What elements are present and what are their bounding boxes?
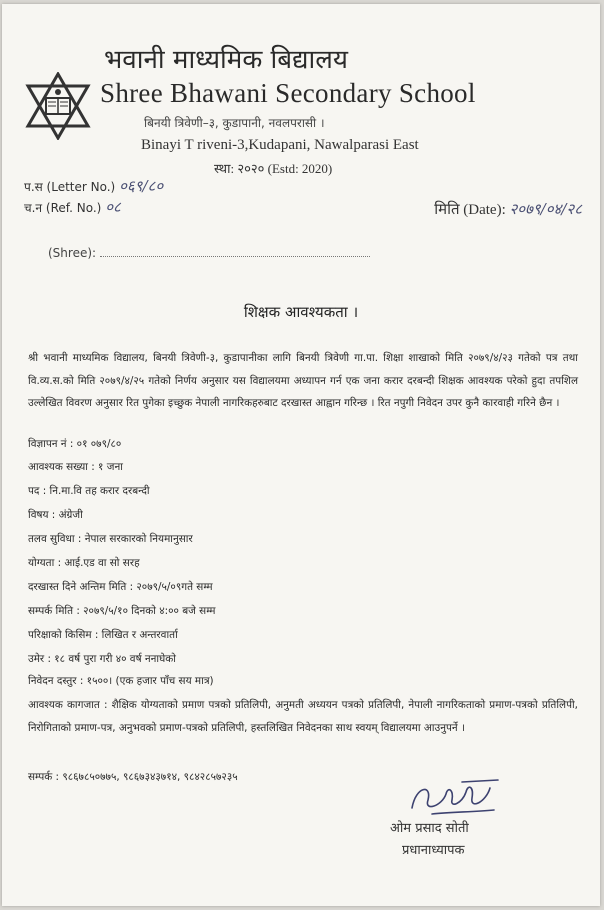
notice-body: श्री भवानी माध्यमिक विद्यालय, बिनयी त्रिवेणी-३, कुडापानीका लागि बिनयी त्रिवेणी गा.पा. शिक्षा शाखाको मिति २०७९/४/२३ गतेको पत्र तथा वि.व्य.स.को मिति २०७९/४/२५ गतेको निर्णय अनुसार यस विद्यालयमा अध्यापन गर्न एक जना करार दरबन्दी शिक्षक आवश्यक परेको हुदा तपशिल उल्लेखित विवरण अनुसार रित पुगेका इच्छुक नेपाली नागरिकहरुबाट दरखास्त आह्वान गरिन्छ । रित नपुगी निवेदन उपर कुनै कारवाही गरिने छैन । (28, 352, 578, 409)
notice-title: शिक्षक आवश्यकता । (243, 303, 359, 321)
signatory-name: ओम प्रसाद सोती (390, 821, 469, 836)
letter-no-value: ०६९/८० (119, 177, 164, 195)
ref-number (24, 197, 121, 217)
letter-number (24, 176, 163, 196)
detail-fee: निवेदन दस्तुर : १५००। (एक हजार पाँच सय मात्र) (28, 675, 214, 687)
detail-contact-date: सम्पर्क मिति : २०७९/५/१० दिनको ४:०० बजे सम्म (28, 605, 216, 617)
contact-numbers: सम्पर्क : ९८६७८५०७७५, ९८६७३४३७१४, ९८४२८५७२३५ (28, 771, 238, 783)
school-logo-icon (24, 72, 92, 140)
addressee-line (48, 246, 370, 260)
signatory-title: प्रधानाध्यापक (402, 843, 465, 858)
address-nepali: बिनयी त्रिवेणी–३, कुडापानी, नवलपरासी । (144, 116, 325, 130)
detail-salary: तलव सुविधा : नेपाल सरकारको नियमानुसार (28, 533, 193, 545)
letter-date (434, 199, 582, 219)
detail-post: पद : नि.मा.वि तह करार दरबन्दी (28, 485, 150, 497)
addressee-label: (Shree): (48, 246, 97, 260)
detail-deadline: दरखास्त दिने अन्तिम मिति : २०७९/५/०९गते सम्म (28, 581, 213, 593)
detail-advertisement-no: विज्ञापन नं : ०१ ०७९/८० (28, 438, 122, 450)
ref-no-label: च.न (Ref. No.) (24, 201, 102, 215)
detail-qualification: योग्यता : आई.एड वा सो सरह (28, 557, 140, 569)
required-documents: आवश्यक कागजात : शैक्षिक योग्यताको प्रमाण पत्रको प्रतिलिपी, अनुमती अध्ययन पत्रको प्रतिलिपी, नेपाली नागरिकताको प्रमाण-पत्रको प्रतिलिपी, निरोगिताको प्रमाण-पत्र, अनुभवको प्रमाण-पत्रको प्रतिलिपी, हस्तलिखित निवेदनका साथ स्वयम् विद्यालयमा आउनुपर्ने । (28, 699, 578, 734)
detail-subject: विषय : अंग्रेजी (28, 509, 83, 521)
letter-page (2, 4, 600, 906)
address-english: Binayi T riveni-3,Kudapani, Nawalparasi East (141, 137, 419, 153)
date-label: मिति (Date): (434, 202, 506, 218)
date-value: २०७९/०४/२८ (509, 200, 582, 218)
established-year: स्था: २०२० (Estd: 2020) (214, 161, 333, 176)
detail-required-number: आवश्यक सख्या : १ जना (28, 461, 123, 473)
addressee-blank (100, 256, 370, 257)
detail-age: उमेर : १८ वर्ष पुरा गरी ४० वर्ष ननाघेको (28, 653, 176, 665)
ref-no-value: ०८ (105, 198, 121, 216)
school-name-nepali: भवानी माध्यमिक बिद्यालय (104, 45, 348, 75)
signature-image (402, 776, 512, 820)
letter-no-label: प.स (Letter No.) (24, 180, 116, 194)
detail-exam-type: परिक्षाको किसिम : लिखित र अन्तरवार्ता (28, 629, 178, 641)
school-name-english: Shree Bhawani Secondary School (100, 78, 476, 108)
